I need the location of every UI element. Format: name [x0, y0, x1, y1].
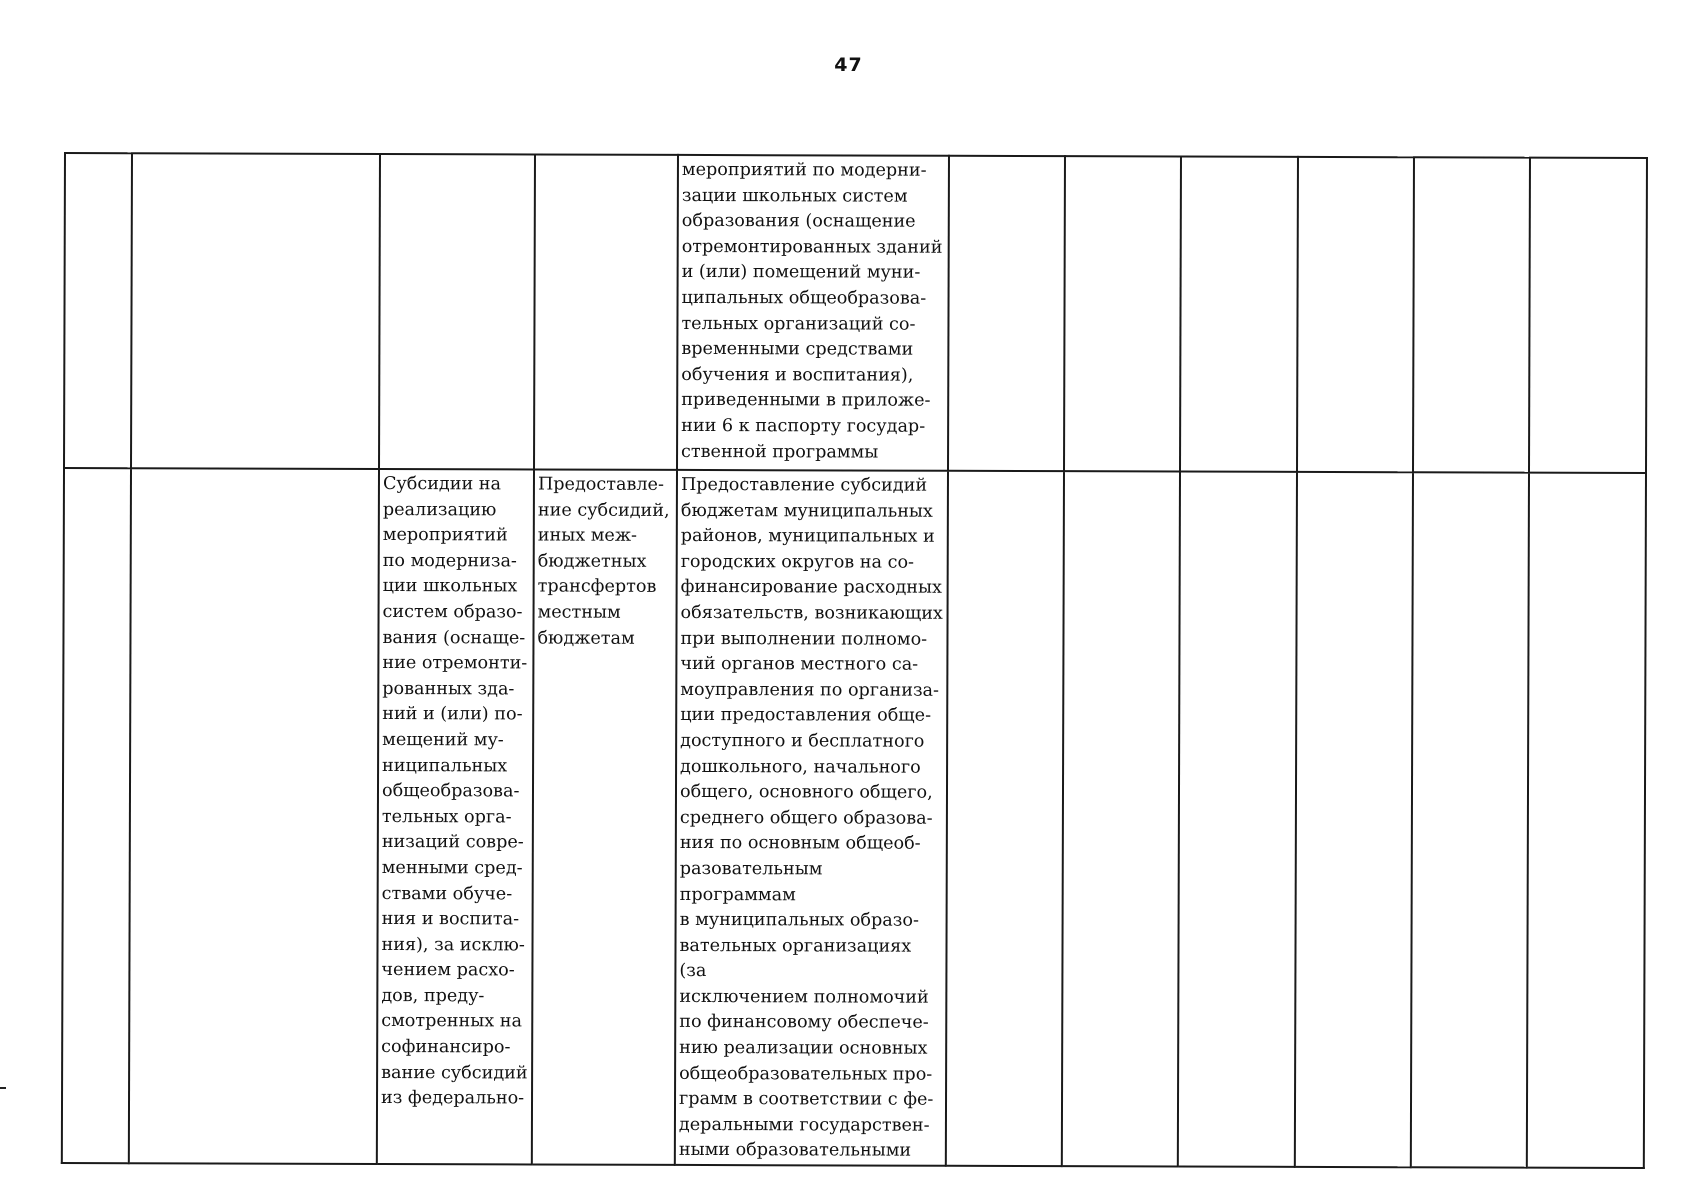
table-cell	[131, 153, 380, 469]
table-row	[64, 153, 1647, 473]
table-cell	[1413, 157, 1530, 472]
table-cell	[534, 154, 678, 469]
table-cell	[1529, 158, 1647, 473]
table-cell	[379, 154, 535, 469]
table-cell-description: мероприятий по модерни- зации школьных систем образования (оснащение отремонтированных зданий и (или) помещений муни- ципальных общеобразова- тельных организаций со- временными средствами обучения и воспитания), приведенными в приложе- нии 6 к паспорту государ- ственной программы	[677, 155, 949, 471]
table-cell	[1411, 472, 1529, 1167]
table-cell	[1297, 157, 1414, 472]
page-number: 47	[834, 54, 863, 76]
table-cell	[1295, 472, 1413, 1167]
table-cell-measure-name: Субсидии на реализацию мероприятий по модерниза- ции школьных систем образо- вания (оснаще- ние отремонти- рованных зда- ний и (или) по- мещений му- ниципальных общеобразова- тельных орга- низаций совре- менными сред- ствами обуче- ния и воспита- ния), за исклю- чением расхо- дов, преду- смотренных на софинансиро- вание субсидий из федерально-	[377, 469, 534, 1165]
table-cell	[1180, 157, 1298, 472]
margin-mark	[0, 1087, 6, 1089]
table-cell	[129, 468, 379, 1164]
table-cell	[946, 471, 1064, 1166]
table-cell	[1062, 471, 1180, 1166]
table-cell	[62, 468, 131, 1163]
table-cell	[948, 156, 1065, 471]
table-cell	[1178, 472, 1297, 1167]
table-cell	[64, 153, 132, 468]
table-cell-description: Предоставление субсидий бюджетам муниципальных районов, муниципальных и городских округов на со- финансирование расходных обязательств, возникающих при выполнении полномо- чий органов местного са- моуправления по организа- ции предоставления обще- доступного и бесплатного дошкольного, начального общего, основного общего, среднего общего образова- ния по основным общеоб- разовательным программам в муниципальных образо- вательных организациях (за исключением полномочий по финансовому обеспече- нию реализации основных общеобразовательных про- грамм в соответствии с фе- деральными государствен- ными образовательными	[675, 470, 948, 1166]
program-table	[61, 152, 1648, 1169]
table-row	[62, 468, 1646, 1168]
table-container	[61, 152, 1646, 1162]
table-cell-measure-type: Предоставле- ние субсидий, иных меж- бюджетных трансфертов местным бюджетам	[532, 469, 677, 1164]
table-cell	[1527, 473, 1646, 1168]
table-cell	[1064, 156, 1181, 471]
